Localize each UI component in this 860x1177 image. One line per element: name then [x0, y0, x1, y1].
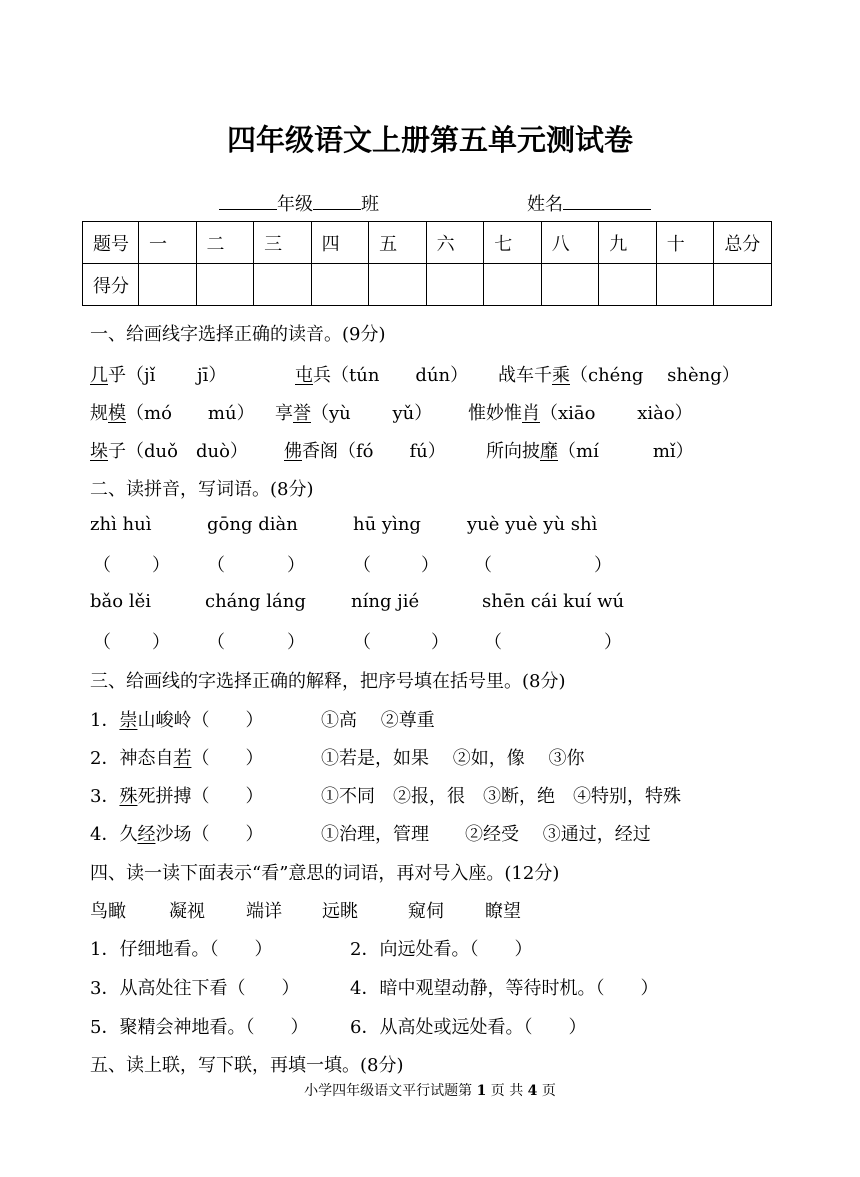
score-table-cell: 九: [599, 222, 657, 264]
word-suffix[interactable]: 沙场（ ）: [155, 824, 264, 845]
score-table-header-row: [83, 222, 772, 264]
section-1-heading: 一、给画线字选择正确的读音。(9分): [90, 324, 386, 345]
pinyin-word: cháng láng: [205, 591, 306, 612]
word-bank-item: 远眺: [322, 901, 358, 922]
pinyin-word: níng jié: [351, 591, 420, 612]
word-bank-item: 瞭望: [485, 901, 521, 922]
section-2-heading: 二、读拼音，写词语。(8分): [90, 479, 314, 500]
pinyin-options: 香阁（fó fú）: [302, 441, 446, 462]
word-bank-item: 窥伺: [408, 901, 444, 922]
pinyin-word: bǎo lěi: [90, 591, 151, 612]
pinyin-options: 乎（jǐ jī）: [108, 365, 227, 386]
pronunciation-item: [284, 437, 446, 463]
meaning-item: [90, 706, 263, 732]
score-input-cell[interactable]: [484, 264, 542, 306]
page-footer: [0, 1080, 860, 1100]
underlined-char: 经: [137, 824, 156, 845]
section-5-heading: 五、读上联，写下联，再填一填。(8分): [90, 1055, 404, 1076]
answer-paren-close[interactable]: ）: [594, 555, 612, 576]
word-suffix[interactable]: （ ）: [191, 748, 264, 769]
name-line: [527, 190, 651, 216]
pinyin-word: gōng diàn: [207, 514, 298, 535]
footer-mid: 页 共: [490, 1083, 524, 1099]
underlined-char: 佛: [284, 441, 302, 462]
answer-paren-close[interactable]: ）: [152, 632, 170, 653]
name-label: 姓名: [527, 194, 563, 215]
score-table-cell: 一: [139, 222, 197, 264]
footer-suffix: 页: [541, 1083, 556, 1099]
class-label: 班: [361, 194, 379, 215]
pronunciation-item: [498, 361, 740, 387]
meaning-item: [90, 744, 263, 770]
score-row-label: 得分: [83, 264, 139, 306]
grade-class-line: [219, 190, 379, 216]
item-number: 2．: [90, 748, 120, 769]
score-table-cell: 二: [196, 222, 254, 264]
meaning-item: [90, 782, 263, 808]
underlined-char: 若: [173, 748, 192, 769]
word-bank-item: 鸟瞰: [90, 901, 126, 922]
underlined-char: 誉: [293, 403, 311, 424]
score-table-cell: 十: [656, 222, 714, 264]
pinyin-word: hū yìng: [353, 514, 421, 535]
score-input-cell[interactable]: [196, 264, 254, 306]
word-prefix: 所向披: [486, 441, 540, 462]
word-prefix: 享: [275, 403, 293, 424]
meaning-options: ①若是，如果 ②如，像 ③你: [321, 748, 585, 769]
score-table-cell: 七: [484, 222, 542, 264]
word-prefix: 战车千: [498, 365, 552, 386]
answer-paren-close[interactable]: ）: [431, 632, 449, 653]
pronunciation-item: [90, 437, 248, 463]
pinyin-options: （chéng shèng）: [570, 365, 740, 386]
score-table-cell: 六: [426, 222, 484, 264]
score-input-cell[interactable]: [254, 264, 312, 306]
meaning-options: ①高 ②尊重: [321, 710, 435, 731]
word-suffix[interactable]: 死拼搏（ ）: [137, 786, 264, 807]
answer-paren-open[interactable]: （: [474, 555, 492, 576]
definition-item[interactable]: 6．从高处或远处看。（ ）: [350, 1017, 587, 1038]
footer-prefix: 小学四年级语文平行试题第: [304, 1083, 473, 1099]
score-table-cell: 总分: [714, 222, 772, 264]
pinyin-options: 兵（tún dún）: [313, 365, 469, 386]
score-input-cell[interactable]: [599, 264, 657, 306]
score-input-cell[interactable]: [541, 264, 599, 306]
pronunciation-item: [295, 361, 468, 387]
word-prefix: 神态自: [119, 748, 174, 769]
underlined-char: 靡: [540, 441, 558, 462]
underlined-char: 模: [108, 403, 126, 424]
grade-blank[interactable]: [219, 191, 277, 210]
score-input-cell[interactable]: [714, 264, 772, 306]
word-prefix: 久: [119, 824, 138, 845]
answer-paren-open[interactable]: （: [353, 632, 371, 653]
answer-paren-open[interactable]: （: [484, 632, 502, 653]
pronunciation-item: [90, 399, 255, 425]
grade-label: 年级: [277, 194, 313, 215]
definition-item[interactable]: 1．仔细地看。（ ）: [90, 939, 273, 960]
page-title: 四年级语文上册第五单元测试卷: [226, 123, 633, 157]
score-input-cell[interactable]: [656, 264, 714, 306]
meaning-options: ①治理，管理 ②经受 ③通过，经过: [321, 824, 651, 845]
definition-item[interactable]: 2．向远处看。（ ）: [350, 939, 533, 960]
underlined-char: 殊: [119, 786, 138, 807]
name-blank[interactable]: [563, 191, 651, 210]
meaning-item: [90, 820, 263, 846]
section-3-heading: 三、给画线的字选择正确的解释，把序号填在括号里。(8分): [90, 671, 566, 692]
answer-paren-open[interactable]: （: [207, 632, 225, 653]
score-input-cell[interactable]: [369, 264, 427, 306]
answer-paren-open[interactable]: （: [93, 555, 111, 576]
pronunciation-item: [90, 361, 226, 387]
pinyin-options: （mí mǐ）: [558, 441, 694, 462]
underlined-char: 乘: [552, 365, 570, 386]
answer-paren-close[interactable]: ）: [287, 632, 305, 653]
pinyin-options: 子（duǒ duò）: [108, 441, 248, 462]
footer-page-number: 1: [476, 1083, 487, 1099]
pinyin-word: shēn cái kuí wú: [482, 591, 625, 612]
pinyin-word: zhì huì: [90, 514, 152, 535]
underlined-char: 崇: [119, 710, 138, 731]
meaning-options: ①不同 ②报，很 ③断，绝 ④特别，特殊: [321, 786, 681, 807]
score-input-cell[interactable]: [426, 264, 484, 306]
answer-paren-close[interactable]: ）: [604, 632, 622, 653]
pinyin-options: （yù yǔ）: [311, 403, 433, 424]
class-blank[interactable]: [313, 191, 361, 210]
score-table-score-row: [83, 264, 772, 306]
pinyin-word: yuè yuè yù shì: [467, 514, 598, 535]
underlined-char: 肖: [522, 403, 540, 424]
answer-paren-close[interactable]: ）: [421, 555, 439, 576]
underlined-char: 几: [90, 365, 108, 386]
pinyin-options: （mó mú）: [126, 403, 255, 424]
word-prefix: 惟妙惟: [468, 403, 522, 424]
score-table-cell: 五: [369, 222, 427, 264]
footer-total-pages: 4: [527, 1083, 538, 1099]
word-prefix: 规: [90, 403, 108, 424]
pinyin-options: （xiāo xiào）: [540, 403, 693, 424]
score-table-cell: 八: [541, 222, 599, 264]
score-input-cell[interactable]: [311, 264, 369, 306]
answer-paren-open[interactable]: （: [353, 555, 371, 576]
item-number: 4．: [90, 824, 120, 845]
word-bank-item: 端详: [246, 901, 282, 922]
pronunciation-item: [486, 437, 694, 463]
pronunciation-item: [468, 399, 693, 425]
underlined-char: 屯: [295, 365, 313, 386]
definition-item[interactable]: 3．从高处往下看（ ）: [90, 978, 300, 999]
score-table-cell: 题号: [83, 222, 139, 264]
answer-paren-open[interactable]: （: [93, 632, 111, 653]
score-table-cell: 四: [311, 222, 369, 264]
answer-paren-open[interactable]: （: [207, 555, 225, 576]
answer-paren-close[interactable]: ）: [152, 555, 170, 576]
word-suffix[interactable]: 山峻岭（ ）: [137, 710, 264, 731]
pronunciation-item: [275, 399, 432, 425]
score-table: [82, 221, 772, 306]
score-input-cell[interactable]: [139, 264, 197, 306]
underlined-char: 垛: [90, 441, 108, 462]
score-table-cell: 三: [254, 222, 312, 264]
definition-item[interactable]: 5．聚精会神地看。（ ）: [90, 1017, 309, 1038]
definition-item[interactable]: 4．暗中观望动静，等待时机。（ ）: [350, 978, 659, 999]
word-bank-item: 凝视: [169, 901, 205, 922]
section-4-heading: 四、读一读下面表示“看”意思的词语，再对号入座。(12分): [90, 863, 560, 884]
item-number: 3．: [90, 786, 120, 807]
answer-paren-close[interactable]: ）: [287, 555, 305, 576]
item-number: 1．: [90, 710, 120, 731]
